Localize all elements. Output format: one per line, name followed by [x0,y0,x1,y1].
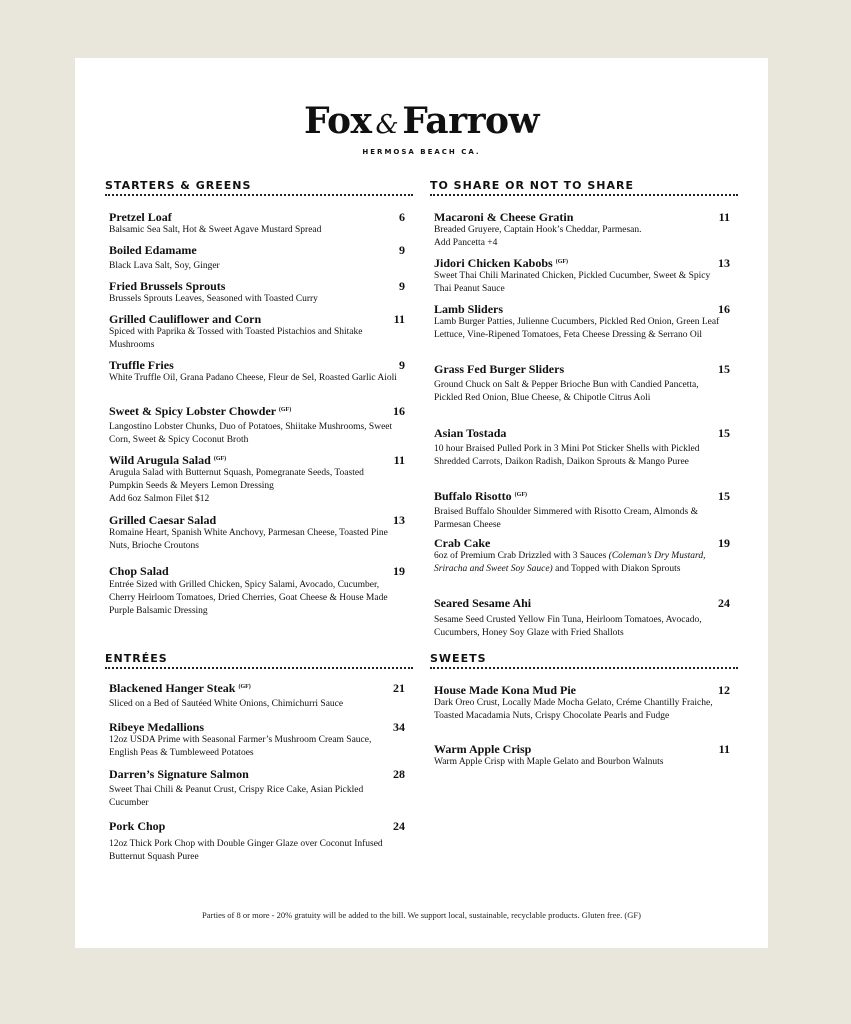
menu-item [109,453,409,506]
item-description: Langostino Lobster Chunks, Duo of Potatoes, Shiitake Mushrooms, Sweet Corn, Sweet & Spicy Coconut Broth [109,422,393,445]
item-price: 15 [718,489,730,503]
section-divider [430,667,738,669]
menu-item [109,243,409,273]
menu-item [109,720,409,760]
menu-item [109,513,409,553]
brand-location: HERMOSA BEACH CA. [362,148,481,156]
item-description: 10 hour Braised Pulled Pork in 3 Mini Pot Sticker Shells with Pickled Shredded Carrots, Daikon Radish, Daikon Sprouts & Mango Puree [434,444,700,467]
item-price: 11 [393,453,405,467]
gluten-free-tag: (GF) [213,456,227,462]
menu-item [434,489,734,532]
item-name: Truffle Fries [109,358,174,372]
item-description: Warm Apple Crisp with Maple Gelato and Bourbon Walnuts [434,757,664,767]
item-price: 16 [718,302,730,316]
item-name-line [434,256,734,270]
menu-item [434,426,734,469]
section-entrees [105,651,413,871]
item-price: 24 [718,596,730,610]
item-name: Chop Salad [109,564,169,578]
item-price: 9 [399,279,405,293]
item-price: 24 [393,819,405,833]
item-description: Sweet Thai Chili & Peanut Crust, Crispy Rice Cake, Asian Pickled Cucumber [109,785,364,808]
item-description: Dark Oreo Crust, Locally Made Mocha Gelato, Créme Chantilly Fraiche, Toasted Macadamia Nuts, Crispy Chocolate Pearls and Fudge [434,698,713,721]
item-name: Crab Cake [434,536,491,550]
section-divider [105,667,413,669]
menu-item [109,279,409,306]
item-price: 11 [718,210,730,224]
menu-item [109,358,409,385]
item-name: Blackened Hanger Steak [109,681,236,695]
menu-item [434,256,734,296]
item-name: Pretzel Loaf [109,210,172,224]
gluten-free-tag: (GF) [278,407,292,413]
item-price: 15 [718,426,730,440]
section-share [430,178,738,648]
item-description: Black Lava Salt, Soy, Ginger [109,261,220,271]
item-name: Grilled Caesar Salad [109,513,217,527]
item-description: Entrée Sized with Grilled Chicken, Spicy Salami, Avocado, Cucumber, Cherry Heirloom Tomatoes, Dried Cherries, Goat Cheese & House Made Purple Balsamic Dressing [109,580,388,616]
item-description-sauces: (Coleman’s Dry Mustard, Sriracha and Sweet Soy Sauce) [434,551,706,574]
item-name: Buffalo Risotto [434,489,512,503]
item-description: Romaine Heart, Spanish White Anchovy, Parmesan Cheese, Toasted Pine Nuts, Brioche Croutons [109,528,388,551]
item-price: 19 [393,564,405,578]
gluten-free-tag: (GF) [238,684,251,690]
footer-note: Parties of 8 or more - 20% gratuity will be added to the bill. We support local, sustainable, recyclable products. Gluten free. (GF) [202,910,641,920]
item-price: 15 [718,362,730,376]
item-description: Braised Buffalo Shoulder Simmered with Risotto Cream, Almonds & Parmesan Cheese [434,507,698,530]
section-starters [105,178,413,618]
item-name: Grass Fed Burger Sliders [434,362,565,376]
item-name: Wild Arugula Salad [109,453,211,467]
section-divider [105,194,413,196]
item-price: 13 [393,513,405,527]
item-name: Ribeye Medallions [109,720,204,734]
item-name: Jidori Chicken Kabobs [434,256,553,270]
item-name: Fried Brussels Sprouts [109,279,226,293]
item-description: Balsamic Sea Salt, Hot & Sweet Agave Mustard Spread [109,225,322,235]
item-price: 9 [399,243,405,257]
item-description: Breaded Gruyere, Captain Hook’s Cheddar, Parmesan. [434,225,642,235]
item-addon: Add 6oz Salmon Filet $12 [109,494,210,504]
brand-ampersand: & [375,110,399,140]
item-name: Sweet & Spicy Lobster Chowder [109,404,276,418]
item-description: Sesame Seed Crusted Yellow Fin Tuna, Heirloom Tomatoes, Avocado, Cucumbers, Honey Soy Glaze with Fried Shallots [434,615,702,638]
menu-item [109,767,409,810]
brand-name-left: Fox [303,100,372,142]
item-price: 11 [718,742,730,756]
item-price: 16 [393,404,405,418]
menu-item [434,742,734,769]
item-price: 11 [393,312,405,326]
item-price: 34 [393,720,405,734]
item-price: 21 [393,681,405,695]
menu-item [434,210,734,250]
item-price: 28 [393,767,405,781]
menu-item [109,819,409,864]
brand-name-right: Farrow [402,100,540,142]
item-description-part: and Topped with Diakon Sprouts [552,564,681,574]
section-title: SWEETS [430,652,487,665]
menu-item [434,596,734,640]
item-name: Darren’s Signature Salmon [109,767,249,781]
item-name: Boiled Edamame [109,243,197,257]
item-name: Macaroni & Cheese Gratin [434,210,574,224]
menu-item [434,362,734,405]
section-title: ENTRÉES [105,652,168,665]
item-description: Brussels Sprouts Leaves, Seasoned with Toasted Curry [109,294,318,304]
section-sweets [430,651,738,801]
menu-page [75,58,768,948]
item-description: White Truffle Oil, Grana Padano Cheese, Fleur de Sel, Roasted Garlic Aioli [109,373,397,383]
item-name: Grilled Cauliflower and Corn [109,312,262,326]
item-price: 13 [718,256,730,270]
menu-item [434,536,734,576]
menu-item [434,683,734,723]
menu-item [109,681,409,711]
menu-item [109,210,409,237]
item-description: Sliced on a Bed of Sautéed White Onions, Chimichurri Sauce [109,699,344,709]
item-price: 9 [399,358,405,372]
item-description: Ground Chuck on Salt & Pepper Brioche Bun with Candied Pancetta, Pickled Red Onion, Blue Cheese, & Chipotle Citrus Aoli [434,380,699,403]
item-description: Lamb Burger Patties, Julienne Cucumbers, Pickled Red Onion, Green Leaf Lettuce, Vine-Ripened Tomatoes, Feta Cheese Dressing & Serrano Oil [434,317,720,340]
item-price: 12 [718,683,730,697]
item-price: 6 [399,210,405,224]
item-description-part: 6oz of Premium Crab Drizzled with 3 Sauces [434,551,609,561]
item-price: 19 [718,536,730,550]
item-description: Arugula Salad with Butternut Squash, Pomegranate Seeds, Toasted Pumpkin Seeds & Meyers Lemon Dressing [109,468,364,491]
menu-item [109,312,409,352]
item-addon: Add Pancetta +4 [434,238,498,248]
item-description: 12oz USDA Prime with Seasonal Farmer’s Mushroom Cream Sauce, English Peas & Tumbleweed Potatoes [109,735,372,758]
item-name-line [109,453,409,467]
item-name: Seared Sesame Ahi [434,596,532,610]
section-title: STARTERS & GREENS [105,179,252,192]
item-description: 12oz Thick Pork Chop with Double Ginger Glaze over Coconut Infused Butternut Squash Puree [109,839,383,862]
item-name: House Made Kona Mud Pie [434,683,577,697]
item-description: Sweet Thai Chili Marinated Chicken, Pickled Cucumber, Sweet & Spicy Thai Peanut Sauce [434,271,711,294]
section-title: TO SHARE OR NOT TO SHARE [430,179,634,192]
gluten-free-tag: (GF) [514,492,527,498]
item-description [434,550,734,576]
item-description: Spiced with Paprika & Tossed with Toasted Pistachios and Shitake Mushrooms [109,327,363,350]
menu-item [109,564,409,618]
item-name: Asian Tostada [434,426,507,440]
gluten-free-tag: (GF) [555,259,569,265]
section-divider [430,194,738,196]
menu-item [434,302,734,342]
item-name-line [434,489,734,503]
item-name-line [109,681,409,695]
item-name: Lamb Sliders [434,302,504,316]
item-name: Warm Apple Crisp [434,742,532,756]
brand-logo [75,100,768,142]
item-name-line [109,404,409,418]
menu-item [109,404,409,447]
item-name: Pork Chop [109,819,166,833]
